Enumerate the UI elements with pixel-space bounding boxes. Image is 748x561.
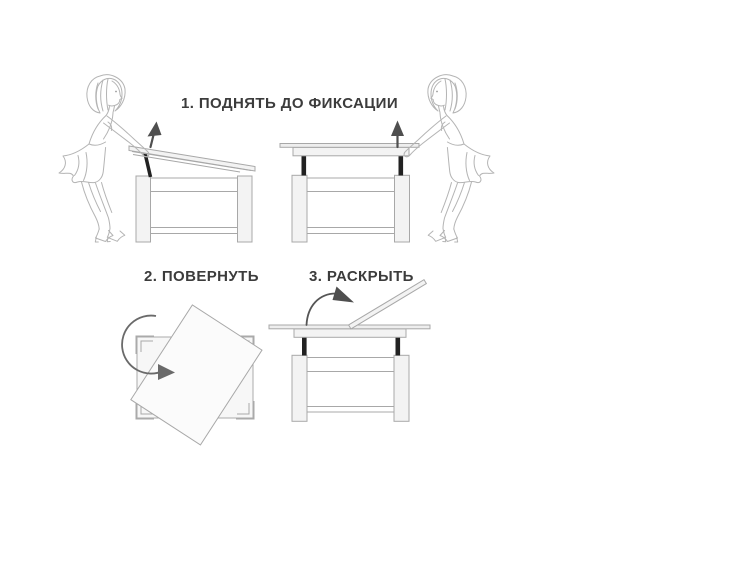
table-leg-right	[238, 176, 253, 242]
tabletop-frame	[294, 329, 406, 338]
lift-post	[399, 156, 404, 176]
table-leg-right	[395, 175, 410, 242]
lift-post	[302, 156, 307, 176]
lift-post	[145, 151, 151, 177]
woman-figure-right	[404, 75, 494, 242]
table-leg-left	[136, 176, 151, 242]
table-leg-left	[292, 175, 307, 242]
table-leg-left	[292, 355, 307, 421]
step3-label: 3. РАСКРЫТЬ	[309, 268, 414, 285]
step1-label: 1. ПОДНЯТЬ ДО ФИКСАЦИИ	[181, 95, 399, 112]
up-arrow-icon	[148, 122, 162, 148]
step3-scene	[269, 280, 430, 422]
step2-scene	[122, 305, 262, 445]
folding-leaf	[349, 280, 427, 329]
table-raised	[280, 144, 419, 243]
coffee-table-tilted	[129, 146, 255, 242]
lift-post	[396, 337, 401, 356]
tabletop-rotated	[131, 305, 262, 445]
step2-label: 2. ПОВЕРНУТЬ	[144, 268, 259, 285]
lift-post	[302, 337, 307, 356]
tabletop-frame	[293, 147, 409, 156]
woman-figure-left	[59, 75, 149, 242]
flip-arrow-icon	[307, 287, 355, 326]
table-leg-right	[394, 355, 409, 421]
